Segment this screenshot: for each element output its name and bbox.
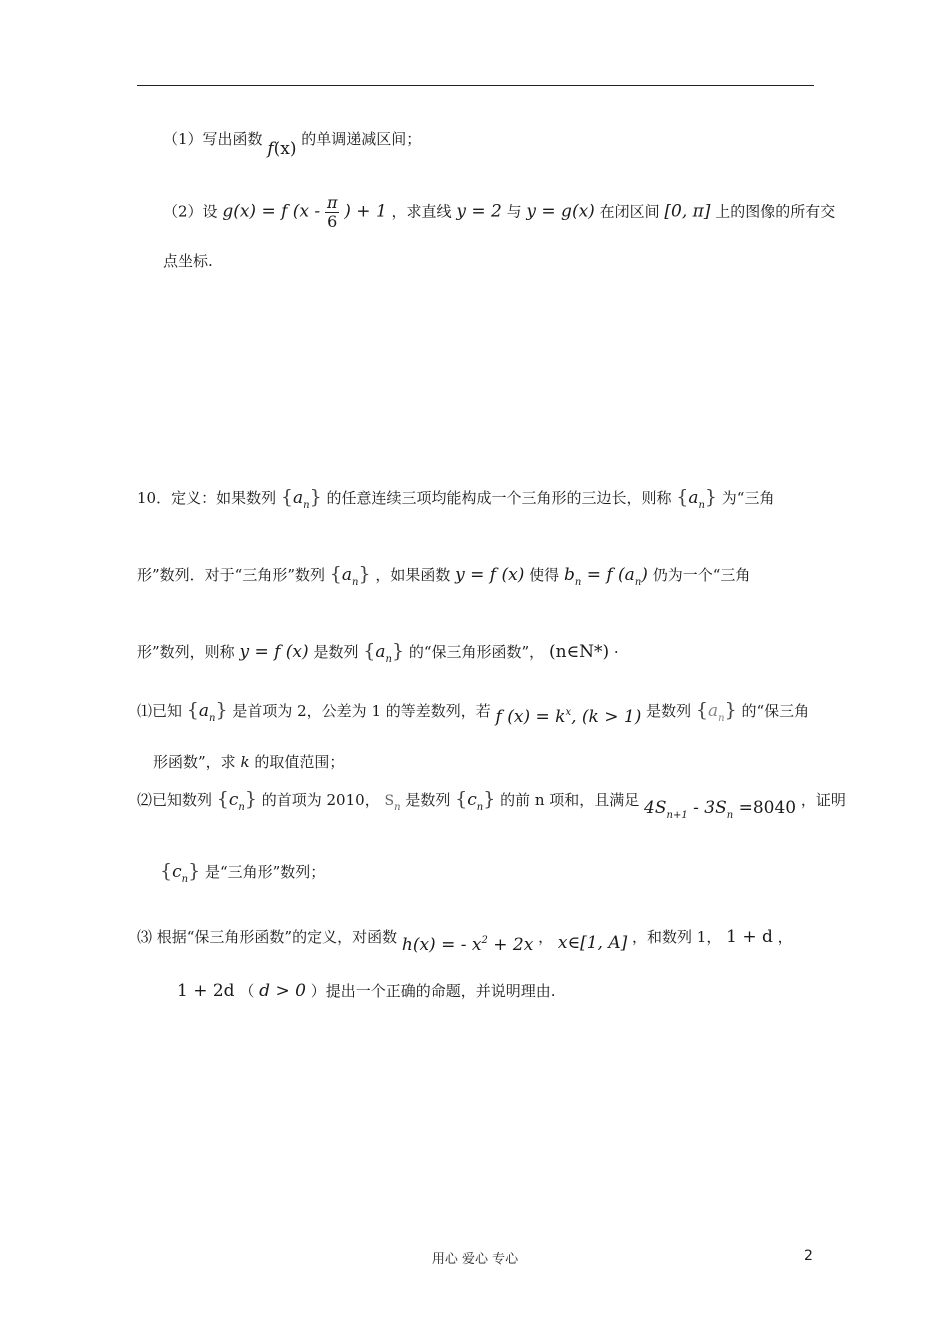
seq-an: $\{a_n\}$ [280, 486, 322, 511]
q10-sub1 [137, 696, 809, 730]
seq-cn: $\{c_n\}$ [160, 860, 201, 885]
math-domain: x∈[1, A] [557, 933, 628, 953]
text: 仍为一个“三角 [652, 566, 751, 584]
math-bn-eq: $b_n = f$ $(a_n)$ [563, 565, 648, 588]
math-recurrence: $4S_{n+1} - 3S_n =8040$ [644, 798, 797, 821]
math-y-eq-fx: y = f (x) [239, 642, 309, 662]
text: 上的图像的所有交 [715, 202, 836, 221]
text: 是数列 [646, 702, 692, 720]
math-hx: h(x) = - $x^2 + 2x$ [401, 935, 534, 955]
q10-sub3 [137, 922, 793, 955]
text: 为“三角 [721, 489, 775, 507]
header-rule [137, 85, 814, 86]
q10-line2 [137, 563, 750, 594]
text: 的“保三角 [741, 702, 810, 720]
math-d-gt-0: d > 0 [259, 981, 306, 1001]
text: ⑴已知 [137, 702, 183, 720]
q10-sub2 [137, 788, 846, 819]
seq-an-faint: $\{a_n\}$ [695, 699, 737, 724]
text: ， [538, 928, 554, 946]
q9-part2-cont [163, 250, 213, 272]
seq-an: $\{a_n\}$ [676, 486, 718, 511]
text: （2）设 [163, 202, 218, 221]
q10-sub3-cont [177, 980, 555, 1002]
fraction-pi-over-6: $\frac{\pi}{6}$ [326, 193, 338, 231]
math-y-eq-fx: y = f (x) [455, 565, 525, 585]
text: 的“保三角形函数”， [408, 643, 545, 661]
q10-sub1-cont [153, 751, 344, 773]
text: 10．定义：如果数列 [137, 489, 277, 507]
text: 是首项为 2，公差为 1 的等差数列，若 [232, 702, 491, 720]
text: 的首项为 2010， [261, 791, 380, 809]
text: ，求直线 [391, 202, 452, 221]
seq-an: $\{a_n\}$ [329, 563, 371, 588]
text: （ [239, 982, 255, 1000]
text: ）提出一个正确的命题，并说明理由. [310, 982, 556, 1000]
text: 是数列 [313, 643, 359, 661]
text: ，证明 [800, 791, 846, 809]
text: · [613, 643, 619, 661]
page-number: 2 [804, 1248, 813, 1264]
q10-sub2-cont [160, 860, 325, 891]
math-gx: g(x) = f (x - [222, 201, 321, 222]
text: 是“三角形”数列； [204, 863, 326, 881]
seq-an: $\{a_n\}$ [186, 699, 228, 724]
seq-cn: $\{c_n\}$ [455, 788, 496, 813]
text: 在闭区间 [599, 202, 660, 221]
q10-line1 [137, 486, 774, 517]
math-interval: [0, π] [664, 201, 711, 222]
text: 使得 [529, 566, 560, 584]
math-fx: f(x) [267, 139, 297, 159]
q9-part1 [163, 128, 422, 159]
math-1-plus-2d: 1 + 2d [177, 981, 235, 1001]
math-Sn: $S_n$ [384, 793, 401, 813]
text: 的单调递减区间； [301, 130, 422, 148]
text: 是数列 [405, 791, 451, 809]
text: 点坐标. [163, 252, 213, 270]
math-f-eq-kx: f $(x) = k^x$, (k > 1) [495, 707, 642, 727]
math-plus-one: ) + 1 [344, 201, 387, 222]
text: 形”数列，则称 [137, 643, 235, 661]
text: （1）写出函数 [163, 130, 263, 148]
text: ⑵已知数列 [137, 791, 213, 809]
seq-an: $\{a_n\}$ [363, 640, 405, 665]
math-n-in-N: (n∈N*) [548, 642, 610, 662]
text: 形函数”，求 [153, 753, 236, 771]
q10-line3 [137, 640, 619, 671]
text: ，如果函数 [375, 566, 451, 584]
math-y-eq-2: y = 2 [456, 201, 502, 222]
text: 形”数列．对于“三角形”数列 [137, 566, 326, 584]
text: ⑶ 根据“保三角形函数”的定义，对函数 [137, 928, 398, 946]
math-1-plus-d: 1 + d [726, 927, 773, 947]
text: 的任意连续三项均能构成一个三角形的三边长，则称 [326, 489, 672, 507]
text: 的前 n 项和，且满足 [500, 791, 640, 809]
text: ，和数列 1， [632, 928, 722, 946]
math-y-eq-gx: y = g(x) [526, 201, 595, 222]
seq-cn: $\{c_n\}$ [216, 788, 257, 813]
text: 的取值范围； [254, 753, 345, 771]
footer-motto: 用心 爱心 专心 [431, 1252, 519, 1267]
text: 与 [506, 202, 522, 221]
text: ， [777, 928, 793, 946]
q9-part2 [163, 194, 835, 231]
math-k: k [240, 753, 250, 771]
